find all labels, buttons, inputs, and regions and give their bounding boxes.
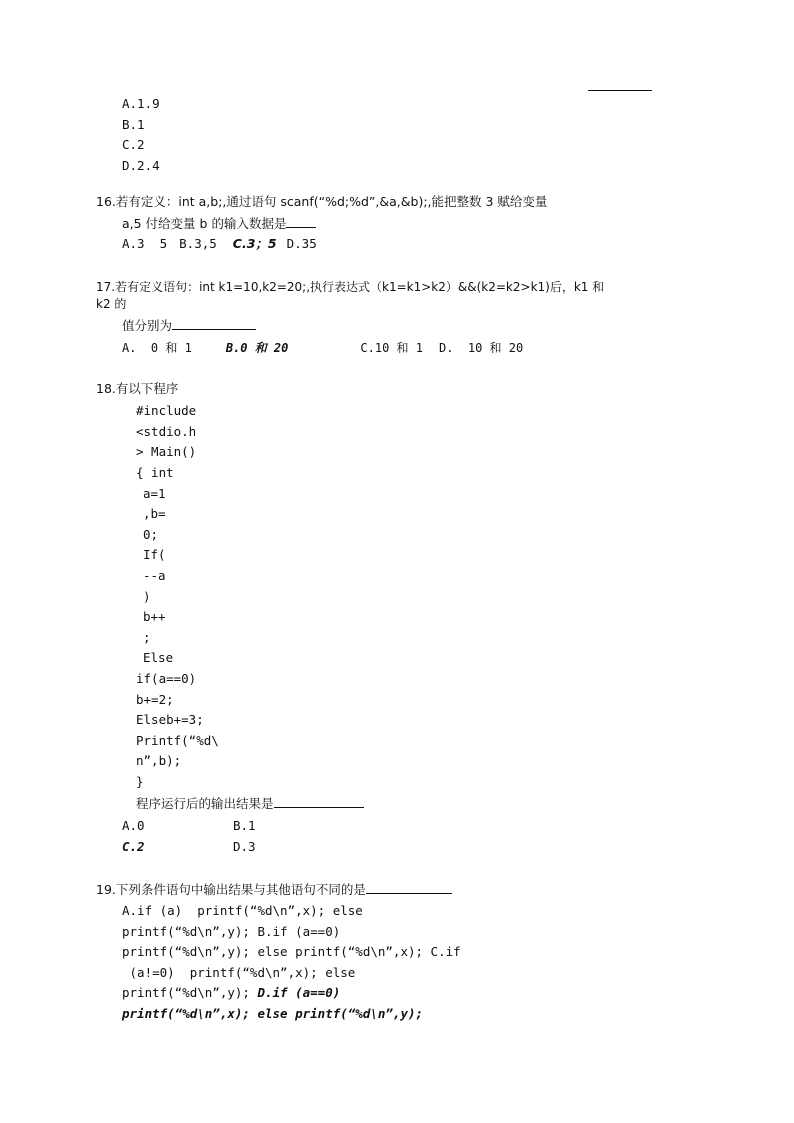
q18-option-b: B.1 xyxy=(233,818,256,833)
q19-line5-text: printf(“%d\n”,y); xyxy=(122,985,258,1000)
code-line: if(a==0) xyxy=(136,671,197,686)
q19-line3: printf(“%d\n”,y); else printf(“%d\n”,x); C.if xyxy=(122,944,461,959)
q15-option-c: C.2 xyxy=(122,137,145,152)
q17-stem-text: 值分别为 xyxy=(122,318,173,333)
answer-blank xyxy=(286,215,316,228)
q15-option-d: D.2.4 xyxy=(122,158,160,173)
code-line: --a xyxy=(143,568,166,583)
q16-option-d: D.35 xyxy=(286,236,317,251)
answer-blank xyxy=(274,795,364,808)
q18-option-c: C.2 xyxy=(122,839,145,854)
code-line: b++ xyxy=(143,609,166,624)
q18-prompt-text: 程序运行后的输出结果是 xyxy=(136,796,274,811)
q19-title-text: 19.下列条件语句中输出结果与其他语句不同的是 xyxy=(96,882,366,897)
code-line: 0; xyxy=(143,527,159,542)
q19-line1: A.if (a) printf(“%d\n”,x); else xyxy=(122,903,363,918)
q17-option-a: A. 0 和 1 xyxy=(122,341,192,355)
code-line: a=1 xyxy=(143,486,166,501)
code-line: <stdio.h xyxy=(136,424,197,439)
q18-option-a: A.0 xyxy=(122,818,145,833)
q17-option-d: D. 10 和 20 xyxy=(438,341,524,355)
q16-option-c: C.3；5 xyxy=(232,236,277,251)
q19-line4: (a!=0) printf(“%d\n”,x); else xyxy=(122,965,356,980)
q17-option-b: B.0 和 20 xyxy=(225,341,289,355)
q17-option-c: C.10 和 1 xyxy=(360,341,423,355)
q18-title: 18.有以下程序 xyxy=(96,381,179,396)
answer-blank xyxy=(366,881,452,894)
answer-blank-top xyxy=(588,90,652,91)
q17-stem-line2: k2 的 xyxy=(96,297,127,311)
code-line: Elseb+=3; xyxy=(136,712,204,727)
code-line: } xyxy=(136,774,144,789)
q15-option-a: A.1.9 xyxy=(122,96,160,111)
q17-stem-line1: 17.若有定义语句：int k1=10,k2=20;,执行表达式（k1=k1>k2）&&(k2=k2>k1)后，k1 和 xyxy=(96,280,605,294)
q18-option-d: D.3 xyxy=(233,839,256,854)
code-line: b+=2; xyxy=(136,692,174,707)
q19-title xyxy=(96,881,452,898)
code-line: > Main() xyxy=(136,444,197,459)
code-line: Printf(“%d\ xyxy=(136,733,219,748)
q18-prompt xyxy=(136,795,364,812)
q16-options xyxy=(122,236,317,252)
q19-line2: printf(“%d\n”,y); B.if (a==0) xyxy=(122,924,341,939)
code-line: If( xyxy=(143,547,166,562)
q17-stem-line3 xyxy=(122,317,256,334)
code-line: Else xyxy=(143,650,174,665)
q16-option-a: A.3 5 xyxy=(122,236,168,251)
q16-option-b: B.3,5 xyxy=(179,236,217,251)
q19-line6: printf(“%d\n”,x); else printf(“%d\n”,y); xyxy=(122,1006,424,1021)
q15-option-b: B.1 xyxy=(122,117,145,132)
code-line: n”,b); xyxy=(136,753,182,768)
q19-option-d: D.if (a==0) xyxy=(257,985,341,1000)
code-line: ; xyxy=(143,630,151,645)
code-line: #include xyxy=(136,403,197,418)
q16-stem-text: a,5 付给变量 b 的输入数据是 xyxy=(122,216,287,231)
q17-options xyxy=(122,340,523,356)
q16-stem-line1: 16.若有定义：int a,b;,通过语句 scanf(“%d;%d”,&a,&b);,能把整数 3 赋给变量 xyxy=(96,194,548,209)
q16-stem-line2 xyxy=(122,215,316,232)
code-line: ) xyxy=(143,589,151,604)
code-line: ,b= xyxy=(143,506,166,521)
answer-blank xyxy=(172,317,256,330)
code-line: { int xyxy=(136,465,174,480)
q19-line5 xyxy=(122,985,340,1001)
